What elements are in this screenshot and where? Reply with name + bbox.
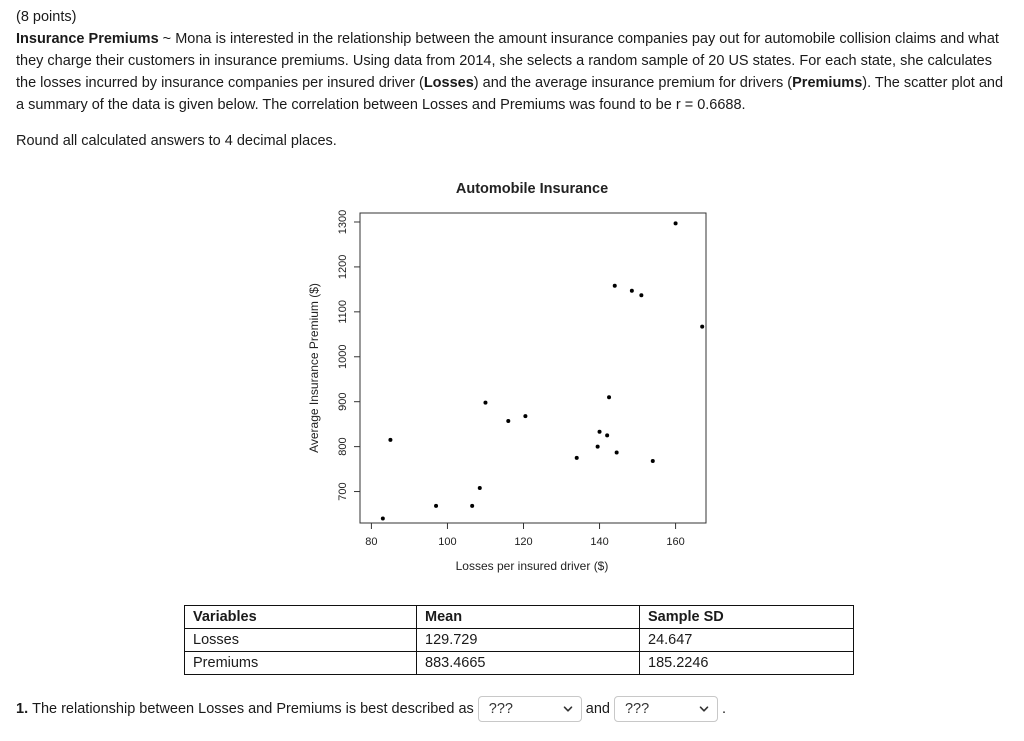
data-point <box>605 433 609 437</box>
y-tick-label: 800 <box>337 437 349 456</box>
x-axis-label: Losses per insured driver ($) <box>455 559 609 573</box>
row-mean: 883.4665 <box>417 652 640 675</box>
mid-text: ) and the average insurance premium for drivers ( <box>473 75 793 91</box>
part-number: 1. <box>16 701 29 717</box>
x-tick-label: 80 <box>365 536 378 548</box>
plot-frame <box>360 213 706 523</box>
strength-select[interactable] <box>614 696 718 722</box>
premiums-term: Premiums <box>792 75 863 91</box>
y-axis-label: Average Insurance Premium ($) <box>307 283 321 453</box>
row-mean: 129.729 <box>417 629 640 652</box>
data-point <box>674 221 678 225</box>
x-axis <box>365 523 684 548</box>
x-tick-label: 100 <box>438 536 457 548</box>
data-point <box>615 450 619 454</box>
losses-term: Losses <box>423 75 474 91</box>
data-point <box>613 284 617 288</box>
data-point <box>651 459 655 463</box>
direction-select[interactable] <box>478 696 582 722</box>
data-point <box>607 395 611 399</box>
x-tick-label: 140 <box>590 536 609 548</box>
y-tick-label: 1100 <box>337 300 349 324</box>
problem-title: Insurance Premiums <box>16 31 159 47</box>
x-tick-label: 160 <box>666 536 685 548</box>
y-axis <box>337 210 360 501</box>
data-point <box>700 325 704 329</box>
end-text: ). The scatter plot and a summary of the data is given below. The correlation between Losses and Premiums was found to be r = 0.6688. <box>16 75 1004 113</box>
summary-table <box>184 605 854 675</box>
header-sample-sd: Sample SD <box>640 606 854 629</box>
title-separator: ~ <box>158 31 176 47</box>
data-point <box>630 289 634 293</box>
row-variable: Losses <box>185 629 417 652</box>
chart-title: Automobile Insurance <box>455 181 609 197</box>
row-sd: 24.647 <box>640 629 854 652</box>
conjunction: and <box>585 701 610 717</box>
data-point <box>478 486 482 490</box>
y-tick-label: 1300 <box>337 209 349 235</box>
data-points <box>381 221 704 520</box>
x-tick-label: 120 <box>514 536 533 548</box>
data-point <box>434 504 438 508</box>
y-tick-label: 1200 <box>337 254 349 280</box>
data-point <box>388 438 392 442</box>
chevron-down-icon <box>563 704 573 714</box>
data-point <box>596 445 600 449</box>
header-mean: Mean <box>417 606 640 629</box>
sentence-end: . <box>721 701 727 717</box>
y-tick-label: 1000 <box>337 344 349 370</box>
question-content <box>16 6 1010 152</box>
data-point <box>523 414 527 418</box>
table-header-row <box>185 606 854 629</box>
row-sd: 185.2246 <box>640 652 854 675</box>
table-row <box>185 652 854 675</box>
scatter-plot <box>290 172 730 584</box>
problem-statement <box>16 28 1010 116</box>
rounding-instruction: Round all calculated answers to 4 decimal places. <box>16 133 337 149</box>
row-variable: Premiums <box>185 652 417 675</box>
data-point <box>598 430 602 434</box>
y-tick-label: 700 <box>337 482 349 501</box>
strength-select-value: ??? <box>624 701 650 717</box>
intro-text: Mona is interested in the relationship between the amount insurance companies pay out for automobile collision claims and what they charge their customers in insurance premiums. Using data from 2014, she selects a random sample of 20 US states. For each state, she calculates the losses incurred by insurance companies per insured driver ( <box>16 31 999 91</box>
table-row <box>185 629 854 652</box>
part-1-question <box>16 695 726 723</box>
data-point <box>639 293 643 297</box>
data-point <box>470 504 474 508</box>
points-label: (8 points) <box>16 9 77 25</box>
data-point <box>483 401 487 405</box>
header-variables: Variables <box>185 606 417 629</box>
part-text: The relationship between Losses and Premiums is best described as <box>32 701 474 717</box>
data-point <box>506 419 510 423</box>
data-point <box>381 517 385 521</box>
direction-select-value: ??? <box>488 701 513 717</box>
data-point <box>575 456 579 460</box>
y-tick-label: 900 <box>337 392 349 411</box>
chevron-down-icon <box>699 704 709 714</box>
